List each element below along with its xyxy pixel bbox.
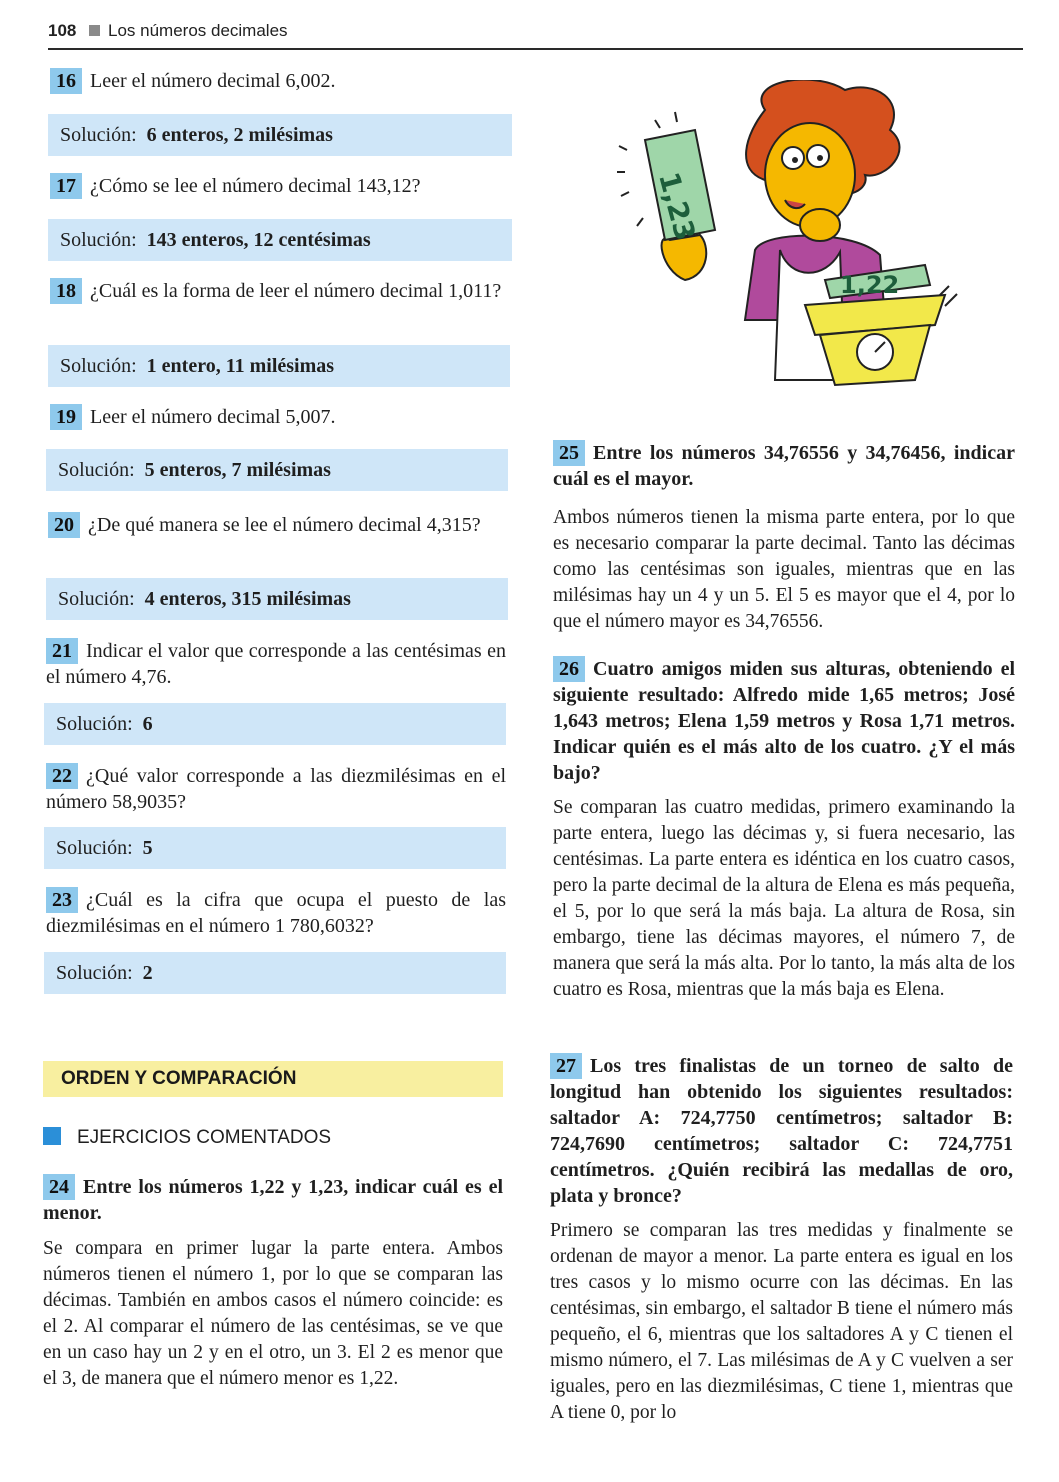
exercise-number: 24 bbox=[43, 1174, 75, 1200]
exercise-number: 20 bbox=[48, 512, 80, 538]
page-number: 108 bbox=[48, 21, 77, 40]
commented-exercise-27 bbox=[550, 1053, 1013, 1209]
exercise-number: 21 bbox=[46, 638, 78, 664]
blue-square-icon bbox=[43, 1127, 61, 1145]
solution-value: 5 bbox=[142, 837, 153, 859]
exercise-text: ¿Cómo se lee el número decimal 143,12? bbox=[90, 175, 421, 197]
solution-23 bbox=[44, 952, 506, 994]
solution-21 bbox=[44, 703, 506, 745]
solution-18 bbox=[48, 345, 510, 387]
exercise-question: Entre los números 34,76556 y 34,76456, indicar cuál es el mayor. bbox=[553, 442, 1015, 490]
solution-16 bbox=[48, 114, 512, 156]
page-header bbox=[48, 18, 1023, 50]
exercise-23 bbox=[46, 887, 506, 939]
solution-19 bbox=[46, 449, 508, 491]
solution-20 bbox=[46, 578, 508, 620]
scale-number-text: 1,22 bbox=[840, 271, 900, 299]
subsection-title: EJERCICIOS COMENTADOS bbox=[77, 1127, 332, 1148]
solution-label: Solución: bbox=[60, 124, 137, 146]
exercise-question: Entre los números 1,22 y 1,23, indicar cuál es el menor. bbox=[43, 1176, 503, 1224]
solution-value: 4 enteros, 315 milésimas bbox=[144, 588, 351, 610]
header-square-icon bbox=[89, 25, 100, 36]
commented-exercise-26 bbox=[553, 656, 1015, 786]
exercise-text: Leer el número decimal 5,007. bbox=[90, 406, 336, 428]
section-heading: ORDEN Y COMPARACIÓN bbox=[43, 1061, 503, 1097]
exercise-number: 16 bbox=[50, 68, 82, 94]
solution-label: Solución: bbox=[56, 962, 133, 984]
solution-value: 5 enteros, 7 milésimas bbox=[144, 459, 331, 481]
exercise-number: 23 bbox=[46, 887, 78, 913]
exercise-question: Cuatro amigos miden sus alturas, obteniendo el siguiente resultado: Alfredo mide 1,65 metros; José 1,643 metros; Elena 1,59 metros y Rosa 1,71 metros. Indicar quién es el más alto de los cuatro. ¿Y el más bajo? bbox=[553, 658, 1015, 784]
number-card-text: 1,23 bbox=[652, 168, 702, 244]
solution-value: 1 entero, 11 milésimas bbox=[146, 355, 335, 377]
chapter-title: Los números decimales bbox=[108, 21, 288, 40]
exercise-text: Indicar el valor que corresponde a las centésimas en el número 4,76. bbox=[46, 640, 506, 688]
exercise-17 bbox=[50, 173, 510, 199]
solution-22 bbox=[44, 827, 506, 869]
exercise-number: 17 bbox=[50, 173, 82, 199]
exercise-number: 26 bbox=[553, 656, 585, 682]
solution-label: Solución: bbox=[56, 837, 133, 859]
exercise-number: 19 bbox=[50, 404, 82, 430]
exercise-text: Leer el número decimal 6,002. bbox=[90, 70, 336, 92]
exercise-16 bbox=[50, 68, 510, 94]
exercise-text: ¿Qué valor corresponde a las diezmilésimas en el número 58,9035? bbox=[46, 765, 506, 813]
solution-value: 143 enteros, 12 centésimas bbox=[146, 229, 371, 251]
solution-label: Solución: bbox=[60, 355, 137, 377]
answer-26: Se comparan las cuatro medidas, primero examinando la parte entera, luego las décimas y, si fuera necesario, las centésimas. La parte entera es idéntica en los cuatro casos, pero la parte decimal de la altura de Elena es más pequeña, el 5, por lo que será la más baja. La altura de Rosa, sin embargo, tiene las décimas mayores, el número 7, de manera que será la más alta. Por lo tanto, la más alta de los cuatro es Rosa, mientras que la más baja es Elena. bbox=[553, 797, 1015, 1000]
solution-label: Solución: bbox=[60, 229, 137, 251]
solution-label: Solución: bbox=[56, 713, 133, 735]
commented-exercise-25 bbox=[553, 440, 1015, 492]
exercise-text: ¿Cuál es la cifra que ocupa el puesto de las diezmilésimas en el número 1 780,6032? bbox=[46, 889, 506, 937]
solution-value: 6 bbox=[142, 713, 153, 735]
solution-label: Solución: bbox=[58, 459, 135, 481]
exercise-text: ¿De qué manera se lee el número decimal 4,315? bbox=[88, 514, 481, 536]
exercise-21 bbox=[46, 638, 506, 690]
woman-with-scale-illustration bbox=[615, 80, 975, 400]
answer-27: Primero se comparan las tres medidas y finalmente se ordenan de mayor a menor. La parte entera es igual en los tres casos y lo mismo ocurre con las décimas. En las centésimas, sin embargo, el saltador B tiene el número más pequeño, el 6, mientras que los saltadores A y C tienen el mismo número, el 7. Las milésimas de A y C vuelven a ser iguales, pero en las diezmilésimas, C tiene 1, mientras que A tiene 0, por lo bbox=[550, 1220, 1013, 1423]
answer-25: Ambos números tienen la misma parte entera, por lo que es necesario comparar la parte decimal. Tanto las décimas como las centésimas son iguales, mientras que en las milésimas hay un 4 y un 5. El 5 es mayor que el 4, por lo que el número mayor es 34,76556. bbox=[553, 507, 1015, 632]
exercise-text: ¿Cuál es la forma de leer el número decimal 1,011? bbox=[90, 280, 502, 302]
exercise-22 bbox=[46, 763, 506, 815]
exercise-18 bbox=[50, 278, 510, 304]
exercise-number: 22 bbox=[46, 763, 78, 789]
solution-value: 6 enteros, 2 milésimas bbox=[146, 124, 333, 146]
solution-17 bbox=[48, 219, 512, 261]
answer-24: Se compara en primer lugar la parte entera. Ambos números tienen el número 1, por lo que se comparan las décimas. También en ambos casos el número coincide: es el 2. Al comparar el número de las centésimas, se ve que en un caso hay un 2 y en el otro, un 3. El 2 es menor que el 3, de manera que el número menor es 1,22. bbox=[43, 1238, 503, 1389]
exercise-number: 27 bbox=[550, 1053, 582, 1079]
exercise-question: Los tres finalistas de un torneo de salto de longitud han obtenido los siguientes resultados: saltador A: 724,7750 centímetros; saltador B: 724,7690 centímetros; saltador C: 724,7751 centímetros. ¿Quién recibirá las medallas de oro, plata y bronce? bbox=[550, 1055, 1013, 1207]
subsection-heading bbox=[43, 1125, 331, 1151]
exercise-number: 18 bbox=[50, 278, 82, 304]
solution-label: Solución: bbox=[58, 588, 135, 610]
exercise-19 bbox=[50, 404, 510, 430]
exercise-20 bbox=[48, 512, 508, 538]
solution-value: 2 bbox=[142, 962, 153, 984]
commented-exercise-24 bbox=[43, 1174, 503, 1226]
exercise-number: 25 bbox=[553, 440, 585, 466]
